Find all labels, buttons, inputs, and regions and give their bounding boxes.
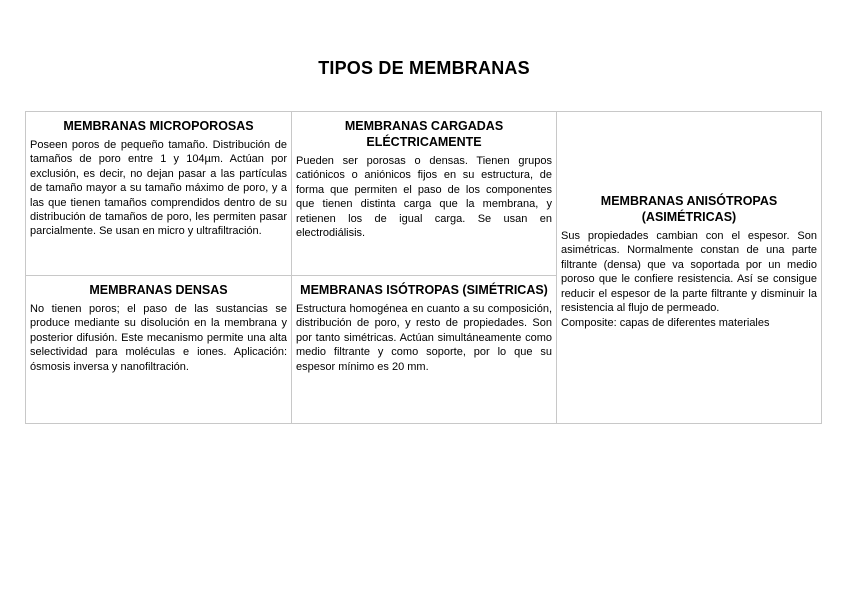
cell-title-isotropas: MEMBRANAS ISÓTROPAS (SIMÉTRICAS) xyxy=(300,283,548,297)
cell-body-microporosas: Poseen poros de pequeño tamaño. Distribución de tamaños de poro entre 1 y 104µm. Actúan por exclusión, es decir, no dejan pasar a las partículas de tamaño mayor a su tamaño máximo de poro, y a las que tienen tamaños comprendidos dentro de su distribución de tamaños de poro, les permiten pasar parcialmente. Se usan en micro y ultrafiltración. xyxy=(30,139,287,238)
cell-body-anisotropas: Sus propiedades cambian con el espesor. Son asimétricas. Normalmente constan de una parte filtrante (densa) que va soportada por un medio poroso que le confiere resistencia. Así se consigue reducir el espesor de la parte filtrante y disminuir la resistencia al flujo de permeado. xyxy=(561,230,817,315)
cell-isotropas xyxy=(292,276,557,424)
cell-title-cargadas: MEMBRANAS CARGADAS ELÉCTRICAMENTE xyxy=(344,119,504,149)
cell-body-anisotropas-composite: Composite: capas de diferentes materiales xyxy=(561,316,770,329)
cell-body-densas: No tienen poros; el paso de las sustancias se produce mediante su disolución en la membrana y posterior difusión. Este mecanismo permite una alta selectividad para moléculas e iones. Aplicación: ósmosis inversa y nanofiltración. xyxy=(30,303,287,373)
cell-anisotropas xyxy=(557,112,822,424)
cell-body-isotropas: Estructura homogénea en cuanto a su composición, distribución de poro, y resto de propiedades. Son por tanto simétricas. Actúan simultáneamente como medio filtrante y como soporte, por lo que su espesor mínimo es 20 mm. xyxy=(296,303,552,373)
membrane-types-table xyxy=(25,111,822,424)
page-title: TIPOS DE MEMBRANAS xyxy=(318,58,530,78)
cell-microporosas xyxy=(26,112,292,276)
cell-title-microporosas: MEMBRANAS MICROPOROSAS xyxy=(63,119,254,133)
cell-title-anisotropas: MEMBRANAS ANISÓTROPAS (ASIMÉTRICAS) xyxy=(600,194,778,225)
cell-cargadas xyxy=(292,112,557,276)
cell-title-densas: MEMBRANAS DENSAS xyxy=(89,283,228,297)
cell-body-cargadas: Pueden ser porosas o densas. Tienen grupos catiónicos o aniónicos fijos en su estructura, de forma que permiten el paso de los componentes que tienen distinta carga que la membrana, y retienen los de igual carga. Se usan en electrodiálisis. xyxy=(296,155,552,240)
cell-densas xyxy=(26,276,292,424)
